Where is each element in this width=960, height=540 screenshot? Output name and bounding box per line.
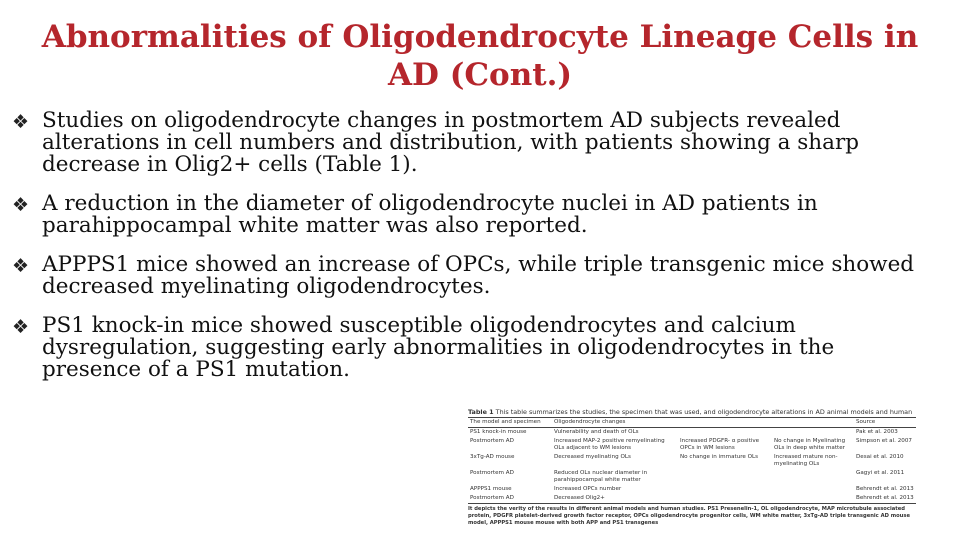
cell-model: Postmortem AD (468, 494, 552, 504)
cell-change: Decreased Olig2+ (552, 494, 678, 504)
bullet-text: A reduction in the diameter of oligodendrocyte nuclei in AD patients in parahippocampal white matter was also reported. (42, 191, 818, 238)
cell-source: Simpson et al. 2007 (856, 438, 912, 444)
bullet-text: APPPS1 mice showed an increase of OPCs, while triple transgenic mice showed decreased myelinating oligodendrocytes. (42, 252, 915, 299)
table-row (468, 453, 916, 469)
cell-change (678, 494, 772, 504)
cell-change (678, 469, 772, 485)
table-row (468, 485, 916, 494)
cell-change: Increased PDGFR- α positive OPCs in WM lesions (680, 438, 760, 451)
table-figure (468, 408, 916, 526)
bullet-item (12, 193, 940, 237)
cell-change (678, 485, 772, 494)
slide-title: Abnormalities of Oligodendrocyte Lineage Cells in AD (Cont.) (41, 19, 919, 93)
table-label: Table 1 (468, 408, 494, 416)
bullet-list (12, 110, 940, 398)
diamond-bullet-icon: ❖ (12, 316, 30, 338)
cell-change (772, 469, 854, 485)
cell-source: Gagyi et al. 2011 (856, 470, 905, 476)
cell-model: PS1 knock-in mouse (470, 429, 527, 435)
diamond-bullet-icon: ❖ (12, 111, 30, 133)
table-caption-text: This table summarizes the studies, the specimen that was used, and oligodendrocyte alterations in AD animal models and human (495, 408, 913, 416)
cell-change (772, 428, 854, 438)
cell-model: 3xTg-AD mouse (470, 454, 515, 460)
table-row (468, 494, 916, 504)
cell-source: Desai et al. 2010 (856, 454, 904, 460)
cell-change (772, 494, 854, 504)
header-source: Source (854, 418, 916, 428)
bullet-item (12, 110, 940, 176)
bullet-item (12, 254, 940, 298)
cell-model: APPPS1 mouse (470, 486, 512, 492)
cell-change (772, 485, 854, 494)
table-row (468, 469, 916, 485)
header-changes-2 (678, 418, 772, 428)
cell-change (678, 428, 772, 438)
table-footnote: It depicts the verity of the results in different animal models and human studies. PS1 Presenelin-1, OL oligodendrocyte, MAP microtubule associated protein, PDGFR platelet-derived growth factor receptor, OPCs oligodendrocyte progenitor cells, WM white matter, 3xTg-AD triple transgenic AD mouse model, APPPS1 mouse mouse with both APP and PS1 transgenes (468, 506, 910, 526)
cell-source: Behrendt et al. 2013 (854, 494, 916, 504)
cell-change: Vulnerability and death of OLs (554, 429, 639, 435)
table-row (468, 437, 916, 453)
cell-change: Increased MAP-2 positive remyelinating OLs adjacent to WM lesions (554, 438, 665, 451)
cell-change: Decreased myelinating OLs (554, 454, 631, 460)
bullet-item (12, 315, 940, 381)
diamond-bullet-icon: ❖ (12, 255, 30, 277)
header-model: The model and specimen (468, 418, 552, 428)
cell-change: No change in Myelinating OLs in deep white matter (774, 438, 846, 451)
cell-source: Pak et al. 2003 (856, 429, 898, 435)
table-row (468, 428, 916, 438)
cell-model: Postmortem AD (470, 438, 514, 444)
cell-change: No change in immature OLs (680, 454, 759, 460)
table-header-row (468, 418, 916, 428)
bullet-text: Studies on oligodendrocyte changes in postmortem AD subjects revealed alterations in cell numbers and distribution, with patients showing a sharp decrease in Olig2+ cells (Table 1). (42, 108, 859, 177)
cell-model: Postmortem AD (470, 470, 514, 476)
header-changes: Oligodendrocyte changes (552, 418, 678, 428)
cell-change: Increased mature non-myelinating OLs (774, 454, 838, 467)
bullet-text: PS1 knock-in mice showed susceptible oligodendrocytes and calcium dysregulation, suggesting early abnormalities in oligodendrocytes in the presence of a PS1 mutation. (42, 313, 835, 382)
cell-change: Reduced OLs nuclear diameter in parahippocampal white matter (554, 470, 648, 483)
header-changes-3 (772, 418, 854, 428)
cell-source: Behrendt et al. 2013 (856, 486, 914, 492)
cell-change: Increased OPCs number (554, 486, 622, 492)
diamond-bullet-icon: ❖ (12, 194, 30, 216)
table-caption (468, 408, 916, 417)
oligodendrocyte-table (468, 417, 916, 504)
